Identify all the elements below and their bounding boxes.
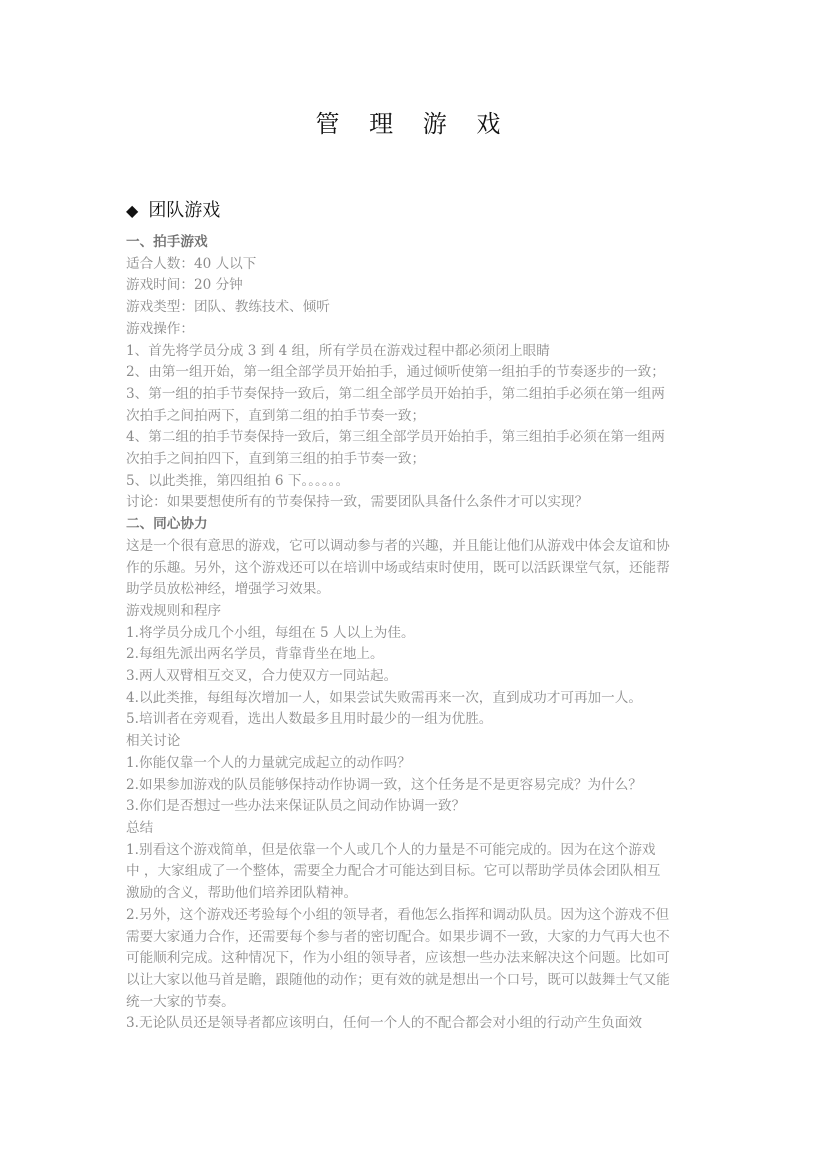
text-line: 2.每组先派出两名学员，背靠背坐在地上。 — [126, 646, 384, 663]
text-line: 3.无论队员还是领导者都应该明白，任何一个人的不配合都会对小组的行动产生负面效 — [126, 1015, 642, 1032]
text-line: 4.以此类推，每组每次增加一人，如果尝试失败需再来一次，直到成功才可再加一人。 — [126, 689, 642, 706]
text-line: 作的乐趣。另外，这个游戏还可以在培训中场或结束时使用，既可以活跃课堂气氛，还能帮 — [126, 559, 670, 576]
text-line: 可能顺利完成。这种情况下，作为小组的领导者，应该想一些办法来解决这个问题。比如可 — [126, 950, 670, 967]
section-heading — [126, 196, 220, 222]
diamond-bullet-icon: ◆ — [126, 201, 139, 220]
text-line: 统一大家的节奏。 — [126, 993, 235, 1010]
section-heading-text: 团队游戏 — [148, 200, 221, 221]
text-line: 4、第二组的拍手节奏保持一致后，第三组全部学员开始拍手，第三组拍手必须在第一组两 — [126, 429, 665, 446]
text-line: 激励的含义，帮助他们培养团队精神。 — [126, 885, 358, 902]
text-line: 游戏操作： — [126, 320, 194, 337]
subheading: 二、同心协力 — [126, 516, 208, 533]
text-line: 游戏时间：20 分钟 — [126, 277, 243, 294]
text-line: 5、以此类推，第四组拍 6 下。。。。。。 — [126, 472, 350, 489]
text-line: 需要大家通力合作，还需要每个参与者的密切配合。如果步调不一致，大家的力气再大也不 — [126, 928, 670, 945]
page-title: 管 理 游 戏 — [315, 110, 512, 138]
text-line: 讨论：如果要想使所有的节奏保持一致，需要团队具备什么条件才可以实现？ — [126, 494, 589, 511]
text-line: 助学员放松神经，增强学习效果。 — [126, 581, 330, 598]
document-body — [126, 232, 706, 1035]
text-line: 这是一个很有意思的游戏，它可以调动参与者的兴趣，并且能让他们从游戏中体会友谊和协 — [126, 537, 670, 554]
subheading: 一、拍手游戏 — [126, 234, 208, 250]
text-line: 3.两人双臂相互交叉，合力使双方一同站起。 — [126, 668, 398, 685]
text-line: 次拍手之间拍两下，直到第二组的拍手节奏一致； — [126, 407, 426, 424]
text-line: 总结 — [126, 819, 154, 836]
text-line: 次拍手之间拍四下，直到第三组的拍手节奏一致； — [126, 451, 426, 468]
text-line: 相关讨论 — [126, 733, 181, 750]
text-line: 1.将学员分成几个小组，每组在 5 人以上为佳。 — [126, 624, 415, 641]
text-line: 游戏规则和程序 — [126, 602, 222, 619]
text-line: 适合人数：40 人以下 — [126, 255, 257, 272]
text-line: 游戏类型：团队、教练技术、倾听 — [126, 299, 330, 316]
text-line: 1.你能仅靠一个人的力量就完成起立的动作吗？ — [126, 754, 411, 771]
text-line: 3.你们是否想过一些办法来保证队员之间动作协调一致？ — [126, 798, 466, 815]
text-line: 以让大家以他马首是瞻，跟随他的动作；更有效的就是想出一个口号，既可以鼓舞士气又能 — [126, 971, 670, 988]
text-line: 5.培训者在旁观看，选出人数最多且用时最少的一组为优胜。 — [126, 711, 493, 728]
text-line: 1.别看这个游戏简单，但是依靠一个人或几个人的力量是不可能完成的。因为在这个游戏 — [126, 841, 656, 858]
text-line: 2.如果参加游戏的队员能够保持动作协调一致，这个任务是不是更容易完成？为什么？ — [126, 776, 642, 793]
text-line: 2.另外，这个游戏还考验每个小组的领导者，看他怎么指挥和调动队员。因为这个游戏不但 — [126, 906, 670, 923]
text-line: 1、首先将学员分成 3 到 4 组，所有学员在游戏过程中都必须闭上眼睛 — [126, 342, 550, 359]
text-line: 2、由第一组开始，第一组全部学员开始拍手，通过倾听使第一组拍手的节奏逐步的一致； — [126, 364, 665, 381]
text-line: 3、第一组的拍手节奏保持一致后，第二组全部学员开始拍手，第二组拍手必须在第一组两 — [126, 385, 665, 402]
text-line: 中 ，大家组成了一个整体，需要全力配合才可能达到目标。它可以帮助学员体会团队相互 — [126, 863, 661, 880]
